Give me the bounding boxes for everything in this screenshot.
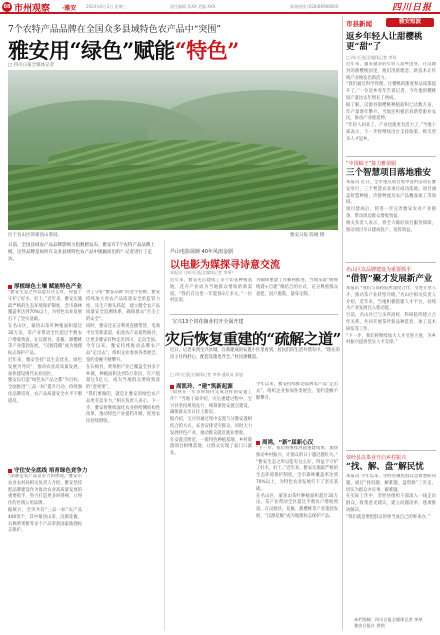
headline-part-2: 赋能 — [133, 38, 175, 63]
sidebar-banner-badge: 雅安短波 — [386, 18, 434, 27]
paragraph: 据介绍，宝兴县通过集中安置与分散安置相结合的方式，妥善安排受灾群众，同时大力发展特色产业，推动群众就近就业增收。 — [170, 417, 252, 436]
tea-garden-photo — [8, 70, 338, 230]
paragraph: “我们要做的，就是让雅安的绿色农产品更有竞争力。”相关负责人表示，下一步，雅安将继续深化农业供给侧结构性改革，推动特色产业提档升级，促进农民持续增收。 — [86, 391, 160, 425]
photo-caption: 位于名山区的蒙顶山茶园。 — [8, 233, 62, 238]
article-divider — [170, 314, 338, 315]
sidebar-story-2-body — [346, 180, 436, 258]
sidebar-banner — [346, 18, 436, 28]
paragraph: 在实际工作中，荥经县组织干部深入一线走访群众，收集意见建议，建立问题清单，逐项推动解决。 — [346, 494, 436, 513]
paragraph: 项目建成后，将进一步完善雅安农业产业链条，带动周边群众增收致富。 — [346, 207, 436, 219]
sidebar-story-2-kicker: “中国柚王”接力雅荥服 — [346, 161, 397, 167]
article3-lead: 近日，记者来到宝兴县城，在新建成的安置小区里看到，居民们的生活井然有序。“现在的房子住得舒心，配套设施也齐全。”村民感慨道。 — [170, 348, 340, 360]
sidebar-story-4-kicker: 荥经县以茶业开启乡村振兴 — [346, 455, 407, 461]
sidebar-footer-credit: 本栏图稿：四川日报全媒体记者 李琴 雅安日报社 供图 — [354, 617, 423, 628]
main-kicker: 7个农特产品品牌在全国众多县域特色农产品中“突围” — [8, 25, 221, 35]
paragraph: 近年来，雅安先后建成了多个切花种植基地，花卉产业成为当地群众增收的新渠道。“我们在这里一年能挣3万多元。”一位村民说。 — [170, 278, 252, 304]
paragraph: 据了解，汉源县甜樱桃种植面积已达数万亩，年产量逐年攀升。当地还积极培育新型职业农民，推动产业链延伸。 — [346, 102, 436, 122]
paragraph: 为确保重建工作顺利推进，当地采取“统规统建+自建”相结合的方式，充分尊重群众意愿，因户施策，量身定制。 — [256, 278, 338, 297]
article2-title: 以电影为媒探寻诗意交流 — [170, 260, 280, 271]
paragraph: “下一步，我们将继续巩固重建成果，加快推动乡村振兴，让群众的日子越过越红火。” — [256, 446, 338, 458]
newspaper-logo: 四川日报 — [391, 3, 432, 13]
paragraph: “我们就是要把群众的事当成自己的事来办。” — [346, 514, 430, 520]
issue-date: 2024年6月3日 星期三 — [86, 4, 127, 9]
paragraph: 为了守好“雅安品牌”的金字招牌，雅安持续加大对农产品质量安全的监管力度，从生产源头抓起，建立健全农产品质量安全追溯体系，确保群众“舌尖上的安全”。 — [86, 290, 160, 323]
paragraph: 今年以来，雅安持续推动品牌农产品“走出去”，组织企业参加各类展会，签约金额不断攀升。 — [86, 344, 160, 363]
editor-credit: 责任编辑 张XX 美编 XXX — [170, 4, 216, 9]
paragraph: 相关负责人表示，将全力做好项目服务保障，推动项目早日建成投产、发挥效益。 — [346, 220, 436, 233]
paragraph: “如何在一年多时间内完成这样的安置工作？”当地干部介绍，灾后重建过程中，宝兴县坚持规划先行，统筹推进安置点建设，确保群众早日住上新房。 — [170, 390, 252, 416]
headline-part-1: 雅安用“绿色” — [8, 38, 134, 63]
paragraph: 在名山区，蒙顶山茶叶种植面积超过30万亩，茶产业带动全区超过半数农户增收致富。在汉源县，花椒、甜樱桃等产业蓬勃发展，“汉源花椒”成为地理标志保护产品。 — [8, 323, 82, 357]
article2-col-1 — [170, 278, 252, 312]
sidebar-story-1-body — [346, 62, 436, 154]
paragraph: 同时，雅安还充分利用直播带货、电商平台等新渠道，拓宽农产品销售路径，让更多雅安好物走出四川、走向全国。 — [86, 323, 160, 343]
article3-subhead-2: 周鸿，“新”届新心汉 — [256, 438, 313, 446]
paragraph: “下一步，我们将继续加大人才引进力度，为乡村振兴提供坚实人才支撑。” — [346, 333, 436, 346]
sidebar-rule — [346, 262, 436, 263]
paragraph: 在石棉县，黄果柑产业已覆盖全县多个乡镇，种植面积达到5万余亩，年产值超过5亿元，成为当地群众增收致富的“金果果”。 — [86, 364, 160, 391]
paragraph: 本报讯 “我们与高校院所深度合作，引进专业人才，推动茶产业转型升级。”名山区相关负责人介绍，近年来，当地积极搭建人才平台，持续为产业发展注入新动能。 — [346, 286, 436, 312]
paragraph: “雅安生态之所以能有这么好，得益于守护了好水、好土。”近年来，雅安实施最严格的生态环境保护制度，全市森林覆盖率达到70%以上，为特色农业发展打下了坚实基础。 — [256, 459, 338, 492]
section-name: 市州观察 — [14, 4, 51, 14]
article3-col-2 — [256, 446, 338, 626]
article2-col-2 — [256, 278, 338, 312]
article3-col-1 — [170, 390, 252, 626]
news-hotline: 新闻热线 (028)86968000 — [290, 4, 339, 9]
photo-credit: 雅安日报 陈刚 摄 — [290, 233, 325, 238]
section-subname: ·雅安 — [62, 5, 77, 12]
main-headline — [8, 35, 239, 65]
article3-kicker: 宝兴13个切花摘业村开全面开建 — [172, 319, 244, 325]
paragraph: 本报讯 近日，全市重点项目集中签约活动在雅安举行，三个智慧农业项目成功落地。项目涵盖智慧种植、冷链物流及农产品精深加工等领域。 — [346, 180, 436, 206]
article3-subhead-1: 周凯玲、“建”筑新起源 — [170, 382, 233, 390]
paragraph: “我们通过科学管理，让樱桃的甜度和品质都提升了。”一位返乡青年告诉记者，今年他的樱桃园产量比去年增长了两成。 — [346, 82, 436, 101]
main-col-2 — [86, 290, 160, 626]
sidebar-story-4-body — [346, 474, 436, 614]
paragraph: 本报讯 今年以来，荥经县聚焦群众急难愁盼问题，通过“找问题、解难题、盘资源”三步走，切实为群众办实事、解难题。 — [346, 474, 436, 493]
paragraph: 近年来，雅安坚持“以生态优先、绿色发展为导向”，推动农业高质量发展，加快建设现代农业园区。 — [8, 357, 82, 377]
paragraph: “雅安生态之所以能有这么好，得益于守护了好水、好土。”近年来，雅安实施最严格的生态环境保护制度，全市森林覆盖率达到70%以上，为特色农业发展打下了坚实基础。 — [8, 290, 82, 323]
paragraph: 在安置点附近，一批特色种植基地、乡村旅游项目相继落地，让群众实现了家门口就业。 — [170, 437, 252, 457]
paragraph: 今年以来，雅安持续推动品牌农产品“走出去”，组织企业参加各类展会，签约金额不断攀升。 — [256, 382, 338, 401]
paragraph: 据统计，全市共有“三品一标”农产品400余个，其中蒙顶山茶、汉源花椒、石棉黄果柑等多个产品荣获国家地理标志保护。 — [8, 507, 82, 534]
sidebar-story-3-title: “借智”聚才发展新产业 — [346, 274, 433, 284]
paragraph: 雅安以打造“绿色农产品之都”为目标，全面推进“三品一标”提升行动，持续强化品牌培育，农产品质量安全水平不断提高。 — [8, 378, 82, 404]
article3-byline: □ 四川日报全媒体记者 李琴 通讯员 张旭 — [170, 372, 243, 377]
sidebar-rule — [346, 450, 436, 451]
sidebar-banner-label: 市县新闻 — [346, 20, 372, 28]
main-col-1b — [8, 474, 82, 626]
sidebar-story-1-title: 返乡年轻人让甜樱桃更“甜”了 — [346, 32, 423, 52]
page-number: 08 — [3, 4, 11, 10]
page-header — [0, 0, 440, 14]
headline-part-3: “特色” — [174, 38, 239, 63]
sidebar-story-2-title: 三个智慧项目落地雅安 — [346, 168, 432, 178]
sidebar-story-1-byline: □ 四川日报全媒体记者 李琴 — [346, 55, 397, 60]
paragraph: 近年来，越来越多的年轻人返乡创业，在汉源县的甜樱桃园里，他们用新理念、新技术让传统产业焕发出新活力。 — [346, 62, 436, 81]
column-divider — [164, 240, 165, 630]
paragraph: “品牌是农产品竞争力的体现。”雅安市农业农村局相关负责人介绍，雅安坚持把品牌建设作为推动农业高质量发展的重要抓手，努力打造更多叫得响、立得住的区域公用品牌。 — [8, 474, 82, 507]
main-subhead-1: 厚植绿色土壤 赋能特色产业 — [8, 282, 82, 290]
article2-kicker: 芦山电影展映 40年风雨金剧 — [170, 249, 233, 255]
sidebar-rule — [346, 156, 436, 157]
sidebar-story-4-title: “找、解、盘”解民忧 — [346, 462, 424, 472]
sidebar-story-3-kicker: 名山区以品牌建设为重要抓手 — [346, 267, 412, 273]
article3-title: 灾后恢复重建的“疏解之道” — [165, 330, 341, 348]
main-subhead-2: 守住安全底线 培育绿色竞争力 — [8, 466, 87, 474]
sidebar-divider — [342, 16, 343, 630]
sidebar-story-3-body — [346, 286, 436, 446]
main-lead: 日前，全国县域农产品品牌影响力指数榜发布，雅安有7个农特产品品牌上榜。这些品牌是如何在众多县域特色农产品中脱颖而出的？记者进行了走访。 — [8, 243, 155, 262]
paragraph: 在名山区，蒙顶山茶叶种植面积超过30万亩，茶产业带动全区超过半数农户增收致富。在汉源县，花椒、甜樱桃等产业蓬勃发展，“汉源花椒”成为地理标志保护产品。 — [256, 493, 338, 519]
paragraph: 目前，名山区已与多所高校、科研院所建立合作关系，共同开展茶叶新品种选育、加工技术研发等工作。 — [346, 313, 436, 332]
main-byline: □ 四川日报全媒体记者 — [8, 63, 55, 68]
article2-byline: 本报讯（四川日报全媒体记者 李琴） — [170, 270, 236, 275]
main-col-1 — [8, 290, 82, 462]
paragraph: “年轻人回来了，产业也就更有活力了。”当地干部表示，下一步将继续出台支持政策，吸引更多人才返乡。 — [346, 123, 436, 142]
article3-col-2a — [256, 382, 338, 436]
